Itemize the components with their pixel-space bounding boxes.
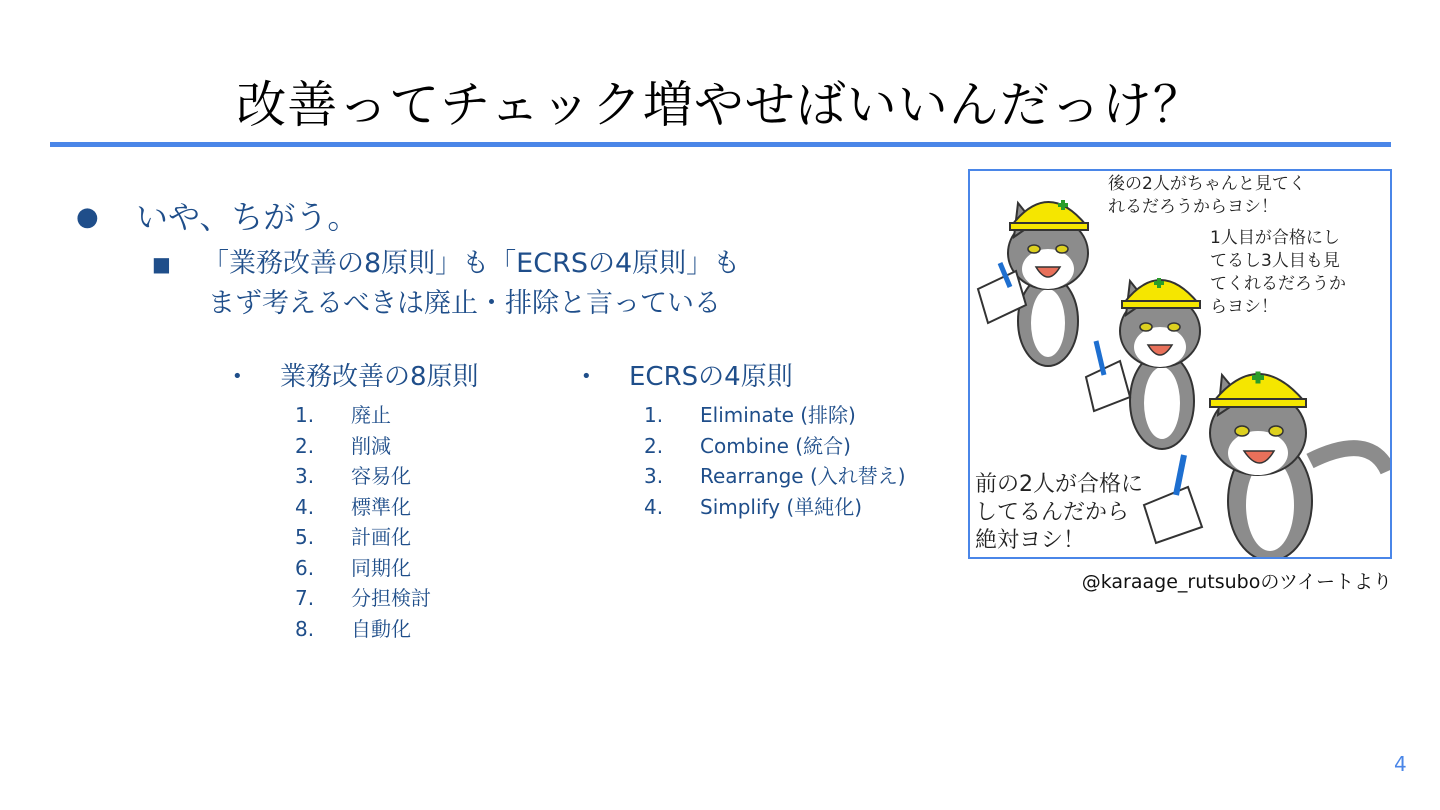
speech-bubble-3 bbox=[975, 471, 1143, 555]
list-item bbox=[295, 431, 479, 462]
speech-line: てくれるだろうか bbox=[1210, 274, 1346, 294]
list-item-label: 分担検討 bbox=[351, 586, 431, 610]
list-item-label: Combine (統合) bbox=[700, 433, 851, 458]
cat-worker-1 bbox=[978, 200, 1088, 366]
speech-line: 後の2人がちゃんと見てく bbox=[1108, 174, 1306, 194]
list-item bbox=[644, 461, 906, 492]
list-number: 2. bbox=[295, 433, 315, 458]
list-heading bbox=[581, 358, 906, 396]
list-number: 3. bbox=[295, 464, 315, 488]
list-number: 4. bbox=[644, 494, 664, 519]
list-number: 6. bbox=[295, 555, 315, 580]
bullet-level2-line2: まず考えるべきは廃止・排除と言っている bbox=[208, 288, 721, 319]
list-number: 3. bbox=[644, 464, 664, 488]
bullet-square: ■ bbox=[152, 252, 171, 276]
list-item bbox=[644, 400, 906, 431]
list-item bbox=[295, 583, 479, 614]
bullet-small: • bbox=[232, 366, 243, 387]
list-item-label: 同期化 bbox=[351, 555, 411, 580]
speech-line: 1人目が合格にし bbox=[1210, 228, 1340, 248]
list-item bbox=[295, 492, 479, 523]
list-item bbox=[295, 522, 479, 553]
list-item-label: Rearrange (入れ替え) bbox=[700, 464, 906, 488]
bullet-dot: ● bbox=[76, 202, 99, 232]
speech-line: 絶対ヨシ！ bbox=[975, 528, 1086, 553]
list-number: 4. bbox=[295, 494, 315, 519]
illustration-cats bbox=[968, 169, 1392, 559]
list-item bbox=[295, 461, 479, 492]
list-item-label: 標準化 bbox=[351, 494, 411, 519]
image-credit: @karaage_rutsuboのツイートより bbox=[1081, 571, 1392, 593]
list-number: 1. bbox=[644, 403, 664, 427]
list-number: 2. bbox=[644, 433, 664, 458]
list-number: 1. bbox=[295, 403, 315, 427]
bullet-level1-text: いや、ちがう。 bbox=[136, 198, 360, 236]
list-item-label: 削減 bbox=[351, 433, 391, 458]
list-item-label: Eliminate (排除) bbox=[700, 403, 856, 427]
list-item-label: Simplify (単純化) bbox=[700, 494, 863, 519]
list-number: 8. bbox=[295, 616, 315, 641]
list-heading bbox=[232, 358, 479, 396]
speech-line: してるんだから bbox=[975, 500, 1130, 525]
speech-bubble-2 bbox=[1210, 227, 1346, 319]
list-item-label: 廃止 bbox=[351, 403, 391, 427]
list-item bbox=[295, 614, 479, 645]
bullet-level1 bbox=[76, 196, 359, 238]
cat-worker-2 bbox=[1086, 278, 1200, 449]
list-number: 5. bbox=[295, 525, 315, 549]
list-item-label: 計画化 bbox=[351, 525, 411, 549]
list-item bbox=[295, 553, 479, 584]
title-underline bbox=[50, 142, 1391, 147]
list-item bbox=[295, 400, 479, 431]
list-heading-text: 業務改善の8原則 bbox=[280, 362, 479, 392]
speech-line: てるし3人目も見 bbox=[1210, 251, 1340, 271]
slide-title: 改善ってチェック増やせばいいんだっけ？ bbox=[236, 76, 1204, 134]
speech-line: れるだろうからヨシ！ bbox=[1108, 197, 1278, 217]
list-item-label: 容易化 bbox=[351, 464, 411, 488]
list-heading-text: ECRSの4原則 bbox=[629, 362, 793, 392]
list-8-principles bbox=[232, 358, 479, 644]
speech-line: らヨシ！ bbox=[1210, 297, 1278, 317]
list-item-label: 自動化 bbox=[351, 616, 411, 641]
page-number: 4 bbox=[1394, 752, 1407, 776]
list-number: 7. bbox=[295, 586, 315, 610]
bullet-small: • bbox=[581, 366, 592, 387]
speech-line: 前の2人が合格に bbox=[975, 472, 1143, 497]
bullet-level2-line1: 「業務改善の8原則」も「ECRSの4原則」も bbox=[202, 248, 741, 279]
list-item bbox=[644, 492, 906, 523]
list-item bbox=[644, 431, 906, 462]
list-ecrs bbox=[581, 358, 906, 522]
speech-bubble-1 bbox=[1108, 173, 1306, 219]
